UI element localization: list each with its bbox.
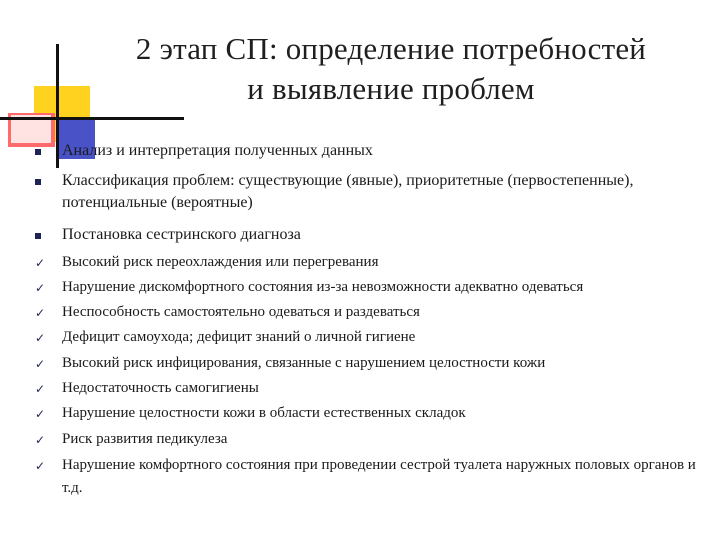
list-item-text: Неспособность самостоятельно одеваться и раздеваться — [62, 304, 420, 320]
list-item — [62, 170, 702, 214]
list-item-text: Нарушение дискомфортного состояния из-за невозможности адекватно одеваться — [62, 279, 584, 295]
list-item — [34, 301, 702, 324]
check-bullet-icon: ✓ — [34, 433, 46, 447]
decor-vertical-line — [56, 44, 59, 168]
list-item — [34, 251, 702, 274]
list-item-text: Постановка сестринского диагноза — [62, 226, 301, 243]
slide-title-line-2: и выявление проблем — [247, 71, 535, 106]
check-bullet-icon: ✓ — [34, 357, 46, 371]
list-item-text: Дефицит самоухода; дефицит знаний о личной гигиене — [62, 329, 416, 345]
list-item-text: Нарушение целостности кожи в области естественных складок — [62, 405, 466, 421]
check-bullet-icon: ✓ — [34, 382, 46, 396]
check-bullet-icon: ✓ — [34, 407, 46, 421]
slide-title — [66, 29, 716, 109]
check-bullet-icon: ✓ — [34, 281, 46, 295]
list-item — [34, 402, 702, 425]
list-item — [34, 326, 702, 349]
list-item — [34, 454, 702, 500]
decor-horizontal-line — [0, 117, 184, 120]
list-item-text: Высокий риск переохлаждения или перегревания — [62, 254, 379, 270]
list-item-text: Высокий риск инфицирования, связанные с нарушением целостности кожи — [62, 355, 546, 371]
check-bullet-icon: ✓ — [34, 459, 46, 473]
list-item — [62, 224, 702, 246]
list-item-text: Анализ и интерпретация полученных данных — [62, 142, 373, 159]
check-bullet-icon: ✓ — [34, 331, 46, 345]
list-item-text: Недостаточность самогигиены — [62, 380, 259, 396]
list-item — [34, 352, 702, 375]
list-item — [62, 140, 702, 162]
list-item-text: Классификация проблем: существующие (явные), приоритетные (первостепенные), потенциальные (вероятные) — [62, 172, 634, 211]
list-item-text: Нарушение комфортного состояния при проведении сестрой туалета наружных половых органов и т.д. — [62, 457, 696, 496]
list-item — [34, 428, 702, 451]
list-item-text: Риск развития педикулеза — [62, 431, 228, 447]
slide-title-line-1: 2 этап СП: определение потребностей — [135, 31, 647, 66]
list-item — [34, 377, 702, 400]
check-bullet-icon: ✓ — [34, 306, 46, 320]
check-bullet-icon: ✓ — [34, 256, 46, 270]
list-item — [34, 276, 702, 299]
